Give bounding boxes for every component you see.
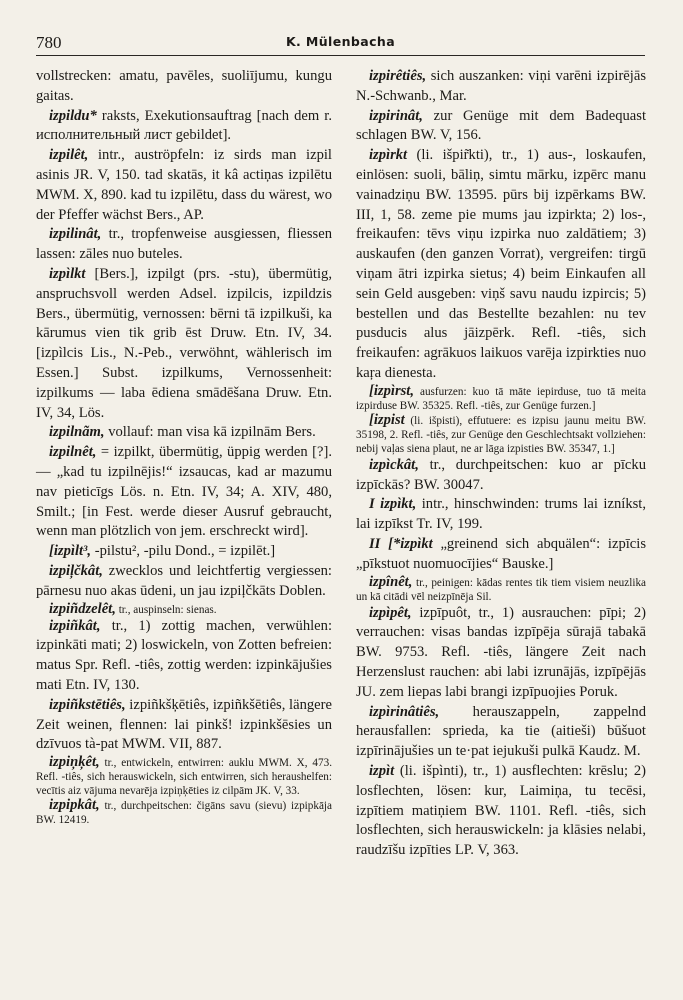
entry-headword: izpilnãm, (49, 424, 105, 441)
entry-headword: izpiñkât, (49, 617, 101, 634)
entry-definition: zwecklos und leichtfertig vergiessen: pārnesu nuo akas ūdeni, un jau izpiļčkāts Doblen. (36, 562, 332, 599)
dictionary-entry (356, 413, 646, 456)
entry-headword: izpilinât, (49, 226, 102, 243)
page-number: 780 (36, 33, 62, 52)
entry-definition: tr., peinigen: kādas rentes tik tiem visiem neuzlika un kā citādi vēl neizpīnēja Sil. (356, 576, 646, 603)
entry-headword: izpilêt, (49, 147, 89, 164)
entry-definition: ausfurzen: kuo tā māte iepirduse, tuo tā meita izpirduse BW. 35325. Refl. -tiês, zur Genüge furzen.] (356, 385, 646, 412)
entry-headword: izpìrinâtiês, (369, 703, 440, 720)
entry-headword: izpilnêt, (49, 444, 97, 461)
entry-headword: izpirinât, (369, 107, 423, 124)
dictionary-entry (36, 798, 332, 827)
entry-definition: vollstrecken: amatu, pavēles, suoliījumu, kungu gaitas. (36, 68, 332, 104)
dictionary-entry (356, 535, 646, 575)
entry-headword: izpirêtiês, (369, 68, 427, 84)
entry-headword: [izpìlt³, (49, 543, 92, 560)
dictionary-entry (356, 107, 646, 147)
entry-definition: raksts, Exekutionsauftrag [nach dem r. исполнительный лист gebildet]. (36, 107, 332, 144)
dictionary-entry (356, 703, 646, 762)
entry-headword: izpiņķêt, (49, 754, 100, 771)
dictionary-entry (36, 225, 332, 265)
dictionary-entry (356, 762, 646, 861)
dictionary-entry (356, 495, 646, 535)
left-column (36, 67, 332, 985)
entry-headword: [izpist (369, 411, 405, 428)
entry-definition: (li. išpir̃kti), tr., 1) aus-, loskaufen, einlösen: suoli, bāliņ, simtu mārku, izpērc manu vainadziņu BW. 13595. pūrs bij izpērkams BW. III, 1, 58. zeme pie mums jau izpirkta; 2) los-, freikaufen: tēvs viņu izpirka nuo zaldātiem; 3) auskaufen (den ganzen Vorrat), vergreifen: tirgū viņam ātri izpirka sietus; 4) beim Einkaufen all sein Geld ausgeben: viņš savu naudu izpircis; 5) bestellen und das Bestellte bezahlen: nu tev pusducis alus jāizpērk. Refl. -tiês, sich freikaufen: agrākuos laikuos varēja izpirkties nuo kaŗa dienesta. (356, 147, 646, 381)
entry-headword: izpìlkt (49, 265, 86, 282)
entry-definition: tr., durchpeitschen: čigāns savu (sievu) izpipkāja BW. 12419. (36, 800, 332, 827)
entry-definition: intr., auströpfeln: iz sirds man izpil asinis JR. V, 150. tad skatās, it kâ actiņas izpilētu MWM. X, 890. kad tu izpilētu, dass du wärest, wo der Pfeffer wächst Bers., AP. (36, 147, 332, 223)
dictionary-entry (36, 67, 332, 107)
dictionary-entry (356, 67, 646, 107)
right-column (356, 67, 646, 985)
running-head: K. Mülenbacha (285, 34, 396, 49)
dictionary-entry (36, 602, 332, 617)
entry-headword: izpînêt, (369, 573, 413, 590)
entry-definition: sich auszanken: viņi varēni izpirējās N.-Schwanb., Mar. (356, 68, 646, 104)
entry-definition: (li. išpìnti), tr., 1) ausflechten: krēslu; 2) losflechten, lösen: kur, Laimiņa, tu tecēsi, izpītiem matiņiem BW. 1101. Refl. -tiês, sich losflechten, sich herauswickeln: ja klāsies nelabi, raudzīšu izpīties LP. V, 363. (356, 762, 646, 859)
entry-definition: herauszappeln, zappelnd herausfallen: sprieda, ka tie (aitieši) būšuot izpīrinājušies un te·pat iejukuši pulkā Kaudz. M. (356, 703, 646, 760)
dictionary-entry (356, 604, 646, 703)
entry-definition: tr., auspinseln: sienas. (115, 603, 217, 616)
dictionary-entry (36, 542, 332, 562)
entry-headword: II [*izpìkt (369, 535, 433, 552)
entry-definition: tr., entwickeln, entwirren: auklu MWM. X, 473. Refl. -tiês, sich herauswickeln, sich entwirren, sich heraushelfen: vecītis aiz vājuma nevarēja izpiņķēties iz cilpām JK. V, 33. (36, 757, 332, 798)
page-header (36, 31, 645, 56)
entry-definition: intr., hinschwinden: trums lai izníkst, lai izpīkst Tr. IV, 199. (356, 496, 646, 533)
dictionary-entry (36, 423, 332, 443)
entry-definition: = izpilkt, übermütig, üppig werden [?]. — „kad tu izpilnējis!“ izsaucas, kad ar mazumu nav pieticīgs Lös. n. Etn. IV, 34; A. XIV, 480, Smilt.; [in Fest. werde dieser Ausruf gebraucht, wenn man plötzlich von jem. erschreckt wird]. (36, 444, 332, 540)
entry-headword: izpìrkt (369, 147, 408, 164)
dictionary-entry (36, 107, 332, 147)
dictionary-entry (36, 265, 332, 423)
dictionary-entry (36, 146, 332, 225)
entry-headword: izpildu* (49, 107, 97, 124)
entry-headword: izpìckât, (369, 456, 419, 473)
entry-headword: izpiñkstētiês, (49, 696, 126, 713)
dictionary-entry (356, 575, 646, 604)
entry-headword: [izpìrst, (369, 382, 415, 399)
dictionary-entry (36, 696, 332, 755)
entry-definition: zur Genüge mit dem Badequast schlagen BW. V, 156. (356, 107, 646, 144)
dictionary-entry (36, 443, 332, 542)
entry-definition: izpīpuôt, tr., 1) ausrauchen: pīpi; 2) verrauchen: visas bandas izpīpēja sūrajā tabakā BW. 9753. Refl. -tiês, längere Zeit nach Herzenslust rauchen: abi labi izrunājās, izpīpējās JU. zem liepas labi brangi izpīpuojies Poruk. (356, 604, 646, 700)
entry-definition: (li. išpisti), effutuere: es izpisu jaunu meitu BW. 35198, 2. Refl. -tiês, zur Genüge den Geschlechtsakt vollziehen: nebij vaļas siena plaut, ne ar lāga izpisties BW. 35347, 1.] (356, 414, 646, 455)
entry-headword: I izpìkt, (369, 496, 417, 513)
entry-definition: [Bers.], izpilgt (prs. -stu), übermütig, anspruchsvoll werden Adsel. izpilcis, izpildzis Bers., übermütig, vernossen: bērni tā izpilkuši, ka kārumus vien tik grib ēst Druw. Etn. IV, 34. [izpìlcis Lis., N.-Peb., verwöhnt, wählerisch im Essen.] Subst. izpilkums, Vernossenheit: izpilkums — laba ēdiena smādēšana Druw. Etn. IV, 34, Lös. (36, 265, 332, 421)
entry-definition: izpiñkšķētiês, izpiñkšētiês, längere Zeit weinen, flennen: lai pinkš! izpinkšēsies un dzīvuos tà-pat MWM. VII, 887. (36, 696, 332, 753)
entry-definition: tr., 1) zottig machen, verwühlen: izpinkāti mati; 2) loswickeln, von Zotten befreien: matus Spr. Refl. -tiês, zottig werden: izpinkājušies mati Etn. IV, 130. (36, 617, 332, 693)
entry-headword: izpìpêt, (369, 604, 412, 621)
dictionary-entry (356, 456, 646, 496)
entry-definition: vollauf: man visa kā izpilnām Bers. (104, 424, 316, 441)
entry-headword: izpiñdzelêt, (49, 600, 116, 617)
dictionary-entry (36, 755, 332, 798)
dictionary-columns (36, 67, 646, 985)
entry-headword: izpipkât, (49, 797, 100, 814)
entry-headword: izpiļčkât, (49, 562, 103, 579)
entry-definition: „greinend sich abquälen“: izpīcis „pīkstuot nuomuocījies“ Bauske.] (356, 535, 647, 572)
dictionary-entry (356, 384, 646, 413)
dictionary-entry (36, 617, 332, 696)
entry-definition: -pilstu², -pilu Dond., = izpilēt.] (91, 543, 276, 560)
entry-definition: tr., tropfenweise ausgiessen, fliessen lassen: zāles nuo buteles. (36, 226, 332, 263)
entry-headword: izpìt (369, 762, 395, 779)
dictionary-entry (356, 146, 646, 384)
entry-definition: tr., durchpeitschen: kuo ar pīcku izpīckās? BW. 30047. (356, 456, 646, 493)
dictionary-entry (36, 562, 332, 602)
